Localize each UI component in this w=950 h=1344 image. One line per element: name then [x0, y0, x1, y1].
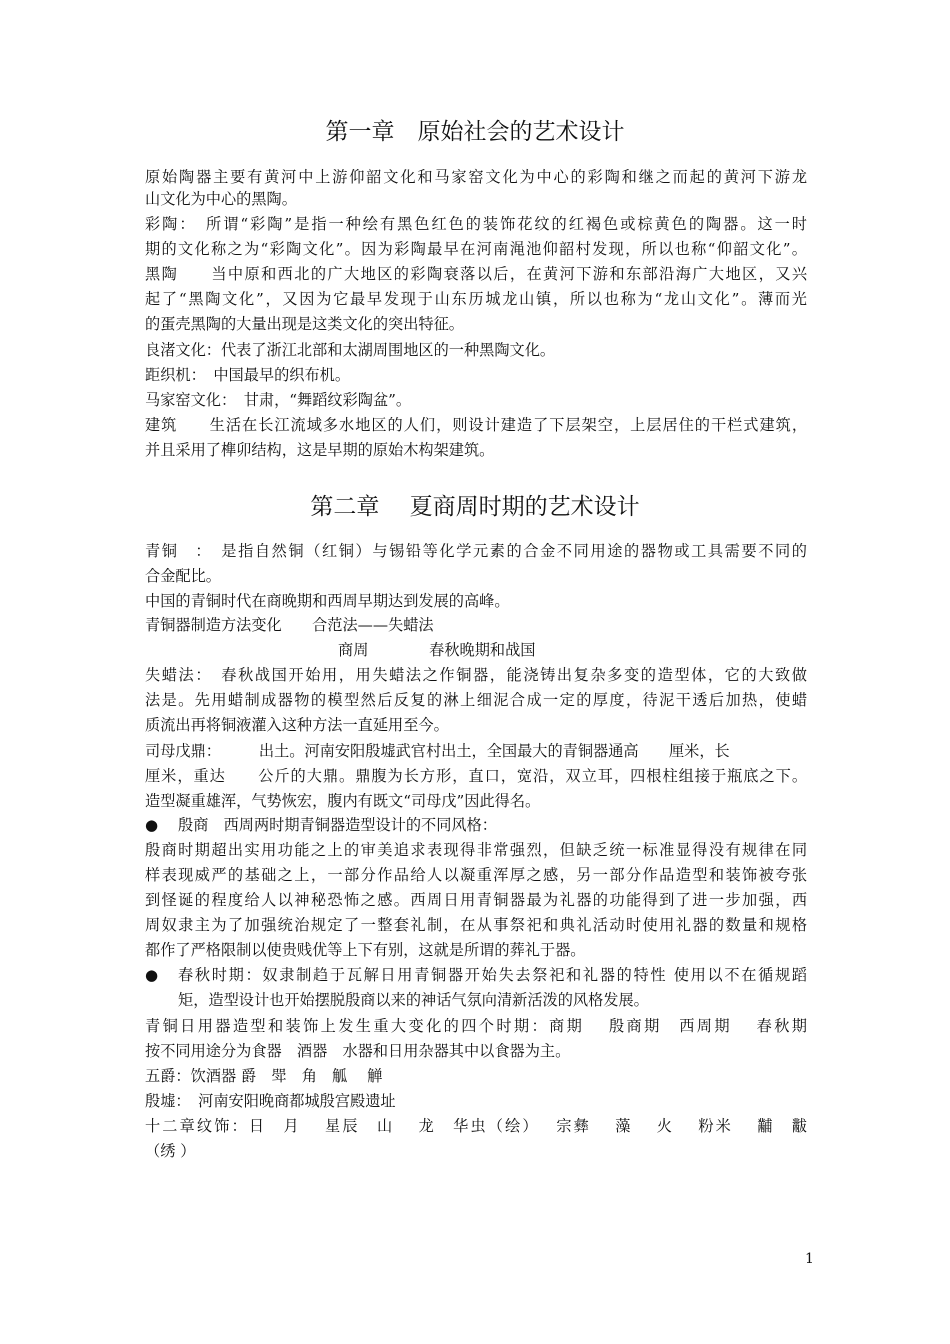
ch2-line-11: 造型凝重雄浑，气势恢宏，腹内有既文“司母戊”因此得名。 [145, 792, 541, 810]
ch2-line-15: 到怪诞的程度给人以神秘恐怖之感。西周日用青铜器最为礼器的功能得到了进一步加强，西 [145, 891, 807, 909]
page-number: 1 [805, 1251, 814, 1267]
ch1-line-11: 建筑 生活在长江流域多水地区的人们，则设计建造了下层架空，上层居住的干栏式建筑， [145, 416, 807, 434]
ch1-line-3: 彩陶： 所谓“彩陶”是指一种绘有黑色红色的装饰花纹的红褐色或棕黄色的陶器。这一时 [145, 215, 807, 233]
ch1-line-8: 良渚文化：代表了浙江北部和太湖周围地区的一种黑陶文化。 [145, 341, 556, 359]
ch2-line-2: 合金配比。 [145, 567, 221, 585]
ch2-line-8: 质流出再将铜液灌入这种方法一直延用至今。 [145, 716, 449, 734]
ch2-line-1: 青铜 ： 是指自然铜（红铜）与锡铅等化学元素的合金不同用途的器物或工具需要不同的 [145, 542, 807, 560]
ch1-line-7: 的蛋壳黑陶的大量出现是这类文化的突出特征。 [145, 315, 464, 333]
ch2-line-22: 五爵：饮酒器 爵 斝 角 觚 觯 [145, 1067, 383, 1085]
ch1-line-12: 并且采用了榫卯结构，这是早期的原始木构架建筑。 [145, 441, 495, 459]
ch2-line-18: 春秋时期：奴隶制趋于瓦解日用青铜器开始失去祭祀和礼器的特性 使用以不在循规蹈 [178, 966, 807, 984]
ch2-line-3: 中国的青铜时代在商晚期和西周早期达到发展的高峰。 [145, 592, 510, 610]
ch1-line-4: 期的文化称之为“彩陶文化”。因为彩陶最早在河南渑池仰韶村发现，所以也称“仰韶文化”。 [145, 240, 807, 258]
ch1-line-10: 马家窑文化： 甘肃，“舞蹈纹彩陶盆”。 [145, 391, 412, 409]
bullet-icon: ● [145, 816, 159, 834]
ch2-line-24: 十二章纹饰：日 月 星辰 山 龙 华虫（绘） 宗彝 藻 火 粉米 黼 黻 [145, 1117, 807, 1135]
ch2-line-25: （绣 ） [145, 1142, 196, 1160]
ch2-line-23: 殷墟： 河南安阳晚商都城殷宫殿遗址 [145, 1092, 396, 1110]
ch2-line-19: 矩，造型设计也开始摆脱殷商以来的神话气氛向清新活泼的风格发展。 [178, 991, 649, 1009]
ch2-line-4: 青铜器制造方法变化 合范法——失蜡法 [145, 616, 434, 634]
ch2-line-16: 周奴隶主为了加强统治规定了一整套礼制，在从事祭祀和典礼活动时使用礼器的数量和规格 [145, 916, 807, 934]
ch2-line-17: 都作了严格限制以使贵贱优等上下有别，这就是所谓的葬礼于器。 [145, 941, 586, 959]
ch2-line-10: 厘米，重达 公斤的大鼎。鼎腹为长方形，直口，宽沿，双立耳，四根柱组接于瓶底之下。 [145, 767, 807, 785]
ch2-line-13: 殷商时期超出实用功能之上的审美追求表现得非常强烈，但缺乏统一标准显得没有规律在同 [145, 841, 807, 859]
ch1-line-5: 黑陶 当中原和西北的广大地区的彩陶衰落以后，在黄河下游和东部沿海广大地区，又兴 [145, 265, 807, 283]
ch2-line-20: 青铜日用器造型和装饰上发生重大变化的四个时期：商期 殷商期 西周期 春秋期 [145, 1017, 807, 1035]
bullet-icon: ● [145, 966, 159, 984]
ch2-line-9: 司母戊鼎： 出土。河南安阳殷墟武官村出土，全国最大的青铜器通高 厘米，长 [145, 742, 730, 760]
chapter2-title: 第二章 夏商周时期的艺术设计 [310, 494, 640, 520]
ch1-line-9: 距织机： 中国最早的织布机。 [145, 366, 351, 384]
ch1-line-2: 山文化为中心的黑陶。 [145, 190, 297, 208]
ch2-line-6: 失蜡法： 春秋战国开始用，用失蜡法之作铜器，能浇铸出复杂多变的造型体，它的大致做 [145, 666, 807, 684]
chapter1-title: 第一章 原始社会的艺术设计 [325, 119, 625, 145]
ch1-line-1: 原始陶器主要有黄河中上游仰韶文化和马家窑文化为中心的彩陶和继之而起的黄河下游龙 [145, 168, 807, 186]
ch1-line-6: 起了“黑陶文化”，又因为它最早发现于山东历城龙山镇，所以也称为“龙山文化”。薄而光 [145, 290, 807, 308]
ch2-line-14: 样表现威严的基础之上，一部分作品给人以凝重浑厚之感，另一部分作品造型和装饰被夸张 [145, 866, 807, 884]
ch2-line-5: 商周 春秋晚期和战国 [338, 641, 536, 659]
ch2-line-7: 法是。先用蜡制成器物的模型然后反复的淋上细泥合成一定的厚度，待泥干透后加热，使蜡 [145, 691, 807, 709]
ch2-line-12: 殷商 西周两时期青铜器造型设计的不同风格： [178, 816, 497, 834]
ch2-line-21: 按不同用途分为食器 酒器 水器和日用杂器其中以食器为主。 [145, 1042, 571, 1060]
